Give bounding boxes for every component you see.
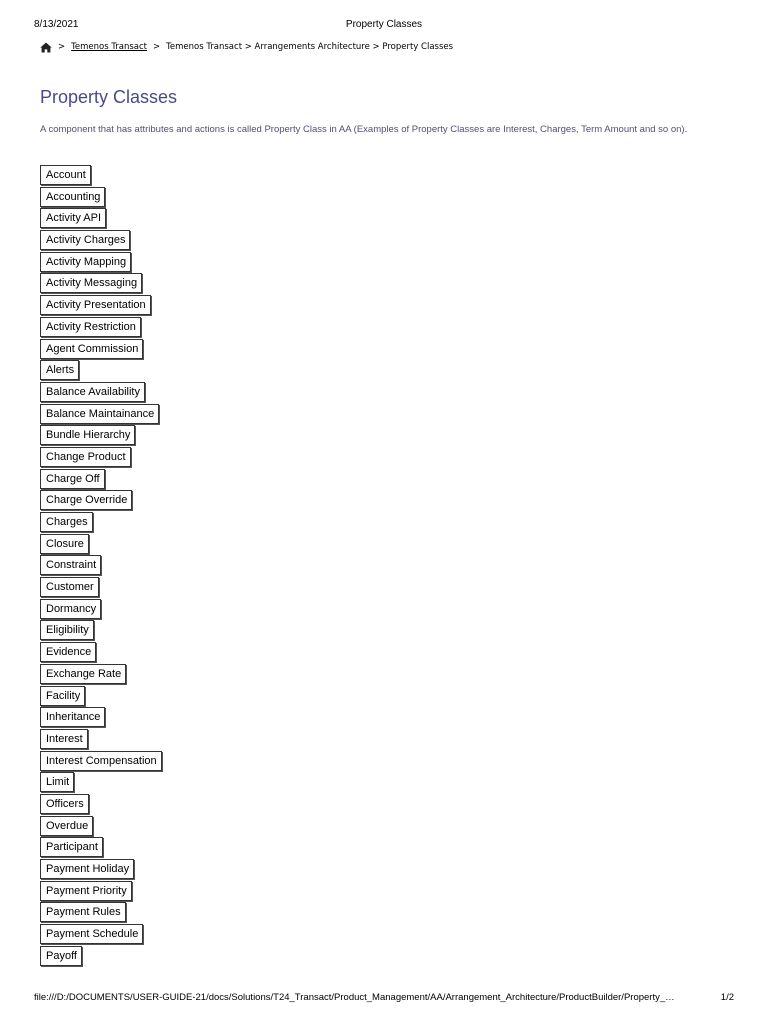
breadcrumb-link-temenos-transact[interactable]: Temenos Transact bbox=[71, 42, 148, 52]
property-class-link[interactable]: Interest Compensation bbox=[40, 751, 162, 771]
print-date: 8/13/2021 bbox=[34, 19, 79, 30]
list-item bbox=[40, 339, 162, 361]
property-class-link[interactable]: Charge Off bbox=[40, 469, 105, 489]
list-item bbox=[40, 425, 162, 447]
list-item bbox=[40, 751, 162, 773]
property-class-list bbox=[40, 165, 162, 967]
breadcrumb bbox=[40, 41, 456, 53]
list-item bbox=[40, 382, 162, 404]
print-footer bbox=[34, 991, 734, 1005]
list-item bbox=[40, 946, 162, 968]
property-class-link[interactable]: Payment Schedule bbox=[40, 924, 143, 944]
list-item bbox=[40, 686, 162, 708]
property-class-link[interactable]: Payment Priority bbox=[40, 881, 132, 901]
list-item bbox=[40, 729, 162, 751]
property-class-link[interactable]: Payment Rules bbox=[40, 902, 126, 922]
property-class-link[interactable]: Activity Presentation bbox=[40, 295, 151, 315]
list-item bbox=[40, 707, 162, 729]
property-class-link[interactable]: Activity API bbox=[40, 208, 106, 228]
property-class-link[interactable]: Charges bbox=[40, 512, 93, 532]
list-item bbox=[40, 664, 162, 686]
list-item bbox=[40, 577, 162, 599]
list-item bbox=[40, 187, 162, 209]
list-item bbox=[40, 772, 162, 794]
home-icon[interactable] bbox=[40, 42, 52, 53]
list-item bbox=[40, 230, 162, 252]
property-class-link[interactable]: Activity Restriction bbox=[40, 317, 141, 337]
property-class-link[interactable]: Agent Commission bbox=[40, 339, 143, 359]
page-title: Property Classes bbox=[40, 87, 178, 107]
list-item bbox=[40, 881, 162, 903]
property-class-link[interactable]: Customer bbox=[40, 577, 99, 597]
print-header bbox=[34, 18, 734, 32]
property-class-link[interactable]: Bundle Hierarchy bbox=[40, 425, 135, 445]
property-class-link[interactable]: Activity Messaging bbox=[40, 273, 142, 293]
property-class-link[interactable]: Change Product bbox=[40, 447, 131, 467]
breadcrumb-separator: > bbox=[58, 42, 66, 52]
list-item bbox=[40, 208, 162, 230]
property-class-link[interactable]: Activity Mapping bbox=[40, 252, 131, 272]
property-class-link[interactable]: Participant bbox=[40, 837, 103, 857]
property-class-link[interactable]: Limit bbox=[40, 772, 74, 792]
print-document-title: Property Classes bbox=[345, 19, 423, 30]
breadcrumb-trail: Temenos Transact > Arrangements Architecture > Property Classes bbox=[166, 42, 454, 52]
list-item bbox=[40, 859, 162, 881]
list-item bbox=[40, 295, 162, 317]
list-item bbox=[40, 599, 162, 621]
property-class-link[interactable]: Balance Availability bbox=[40, 382, 145, 402]
property-class-link[interactable]: Officers bbox=[40, 794, 89, 814]
list-item bbox=[40, 794, 162, 816]
property-class-link[interactable]: Balance Maintainance bbox=[40, 404, 159, 424]
property-class-link[interactable]: Account bbox=[40, 165, 91, 185]
list-item bbox=[40, 924, 162, 946]
breadcrumb-separator: > bbox=[153, 42, 161, 52]
property-class-link[interactable]: Closure bbox=[40, 534, 89, 554]
property-class-link[interactable]: Overdue bbox=[40, 816, 93, 836]
property-class-link[interactable]: Facility bbox=[40, 686, 85, 706]
list-item bbox=[40, 273, 162, 295]
list-item bbox=[40, 317, 162, 339]
list-item bbox=[40, 447, 162, 469]
list-item bbox=[40, 404, 162, 426]
property-class-link[interactable]: Constraint bbox=[40, 555, 101, 575]
list-item bbox=[40, 555, 162, 577]
list-item bbox=[40, 642, 162, 664]
list-item bbox=[40, 512, 162, 534]
property-class-link[interactable]: Eligibility bbox=[40, 620, 94, 640]
property-class-link[interactable]: Charge Override bbox=[40, 490, 132, 510]
property-class-link[interactable]: Payoff bbox=[40, 946, 82, 966]
list-item bbox=[40, 490, 162, 512]
list-item bbox=[40, 469, 162, 491]
property-class-link[interactable]: Accounting bbox=[40, 187, 105, 207]
property-class-link[interactable]: Payment Holiday bbox=[40, 859, 134, 879]
list-item bbox=[40, 902, 162, 924]
list-item bbox=[40, 620, 162, 642]
print-file-url: file:///D:/DOCUMENTS/USER-GUIDE-21/docs/Solutions/T24_Transact/Product_Management/AA/Arrangement_Architecture/ProductBuilder/Property_… bbox=[34, 992, 675, 1003]
property-class-link[interactable]: Dormancy bbox=[40, 599, 101, 619]
property-class-link[interactable]: Exchange Rate bbox=[40, 664, 126, 684]
property-class-link[interactable]: Evidence bbox=[40, 642, 96, 662]
list-item bbox=[40, 165, 162, 187]
list-item bbox=[40, 816, 162, 838]
property-class-link[interactable]: Inheritance bbox=[40, 707, 105, 727]
property-class-link[interactable]: Alerts bbox=[40, 360, 79, 380]
list-item bbox=[40, 837, 162, 859]
property-class-link[interactable]: Interest bbox=[40, 729, 88, 749]
list-item bbox=[40, 252, 162, 274]
property-class-link[interactable]: Activity Charges bbox=[40, 230, 130, 250]
intro-text: A component that has attributes and actions is called Property Class in AA (Examples of Property Classes are Interest, Charges, Term Amount and so on). bbox=[40, 124, 688, 135]
list-item bbox=[40, 360, 162, 382]
print-page-number: 1/2 bbox=[720, 992, 734, 1003]
list-item bbox=[40, 534, 162, 556]
